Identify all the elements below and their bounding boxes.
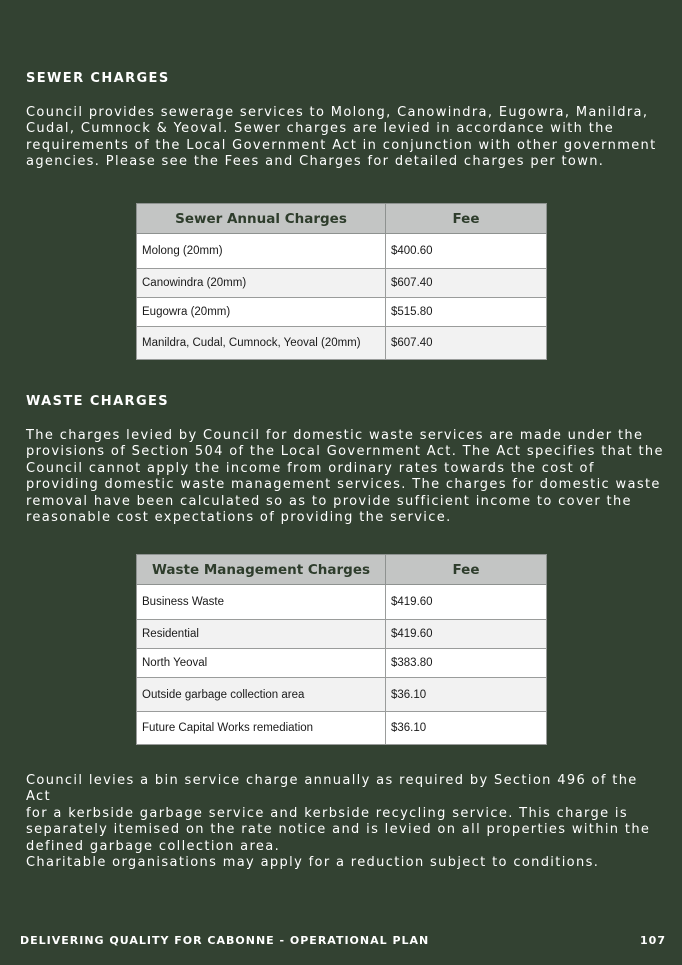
waste-charges-heading: WASTE CHARGES [26,394,170,409]
sewer-col-header: Sewer Annual Charges [137,204,386,234]
fee-col-header: Fee [386,555,547,585]
footer-title: DELIVERING QUALITY FOR CABONNE - OPERATIONAL PLAN [20,934,430,947]
table-row [137,585,547,620]
waste-charges-table [136,554,547,745]
fee-cell: $36.10 [386,678,547,712]
charge-name-cell: Manildra, Cudal, Cumnock, Yeoval (20mm) [137,327,386,360]
sewer-charges-table [136,203,547,360]
fee-col-header: Fee [386,204,547,234]
waste-charges-paragraph: The charges levied by Council for domestic waste services are made under the provisions of Section 504 of the Local Government Act. The Act specifies that the Council cannot apply the income from ordinary rates towards the cost of providing domestic waste management services. The charges for domestic waste removal have been calculated so as to provide sufficient income to cover the reasonable cost expectations of providing the service. [26,428,664,526]
charitable-paragraph: Charitable organisations may apply for a reduction subject to conditions. [26,855,600,870]
sewer-charges-heading: SEWER CHARGES [26,71,170,86]
bin-service-paragraph: Council levies a bin service charge annually as required by Section 496 of the Act for a kerbside garbage service and kerbside recycling service. This charge is separately itemised on the rate notice and is levied on all properties within the defined garbage collection area. [26,773,651,854]
table-row [137,712,547,745]
table-header-row [137,555,547,585]
table-row [137,269,547,298]
charge-name-cell: Eugowra (20mm) [137,298,386,327]
fee-cell: $419.60 [386,620,547,649]
fee-cell: $607.40 [386,327,547,360]
page-number: 107 [640,934,666,947]
fee-cell: $515.80 [386,298,547,327]
charge-name-cell: Canowindra (20mm) [137,269,386,298]
fee-cell: $383.80 [386,649,547,678]
table-row [137,234,547,269]
table-header-row [137,204,547,234]
fee-cell: $400.60 [386,234,547,269]
table-row [137,649,547,678]
charge-name-cell: Molong (20mm) [137,234,386,269]
sewer-charges-paragraph: Council provides sewerage services to Molong, Canowindra, Eugowra, Manildra, Cudal, Cumnock & Yeoval. Sewer charges are levied in accordance with the requirements of the Local Government Act in conjunction with other government agencies. Please see the Fees and Charges for detailed charges per town. [26,105,657,170]
fee-cell: $607.40 [386,269,547,298]
table-row [137,678,547,712]
charge-name-cell: Business Waste [137,585,386,620]
charge-name-cell: Future Capital Works remediation [137,712,386,745]
charge-name-cell: North Yeoval [137,649,386,678]
fee-cell: $419.60 [386,585,547,620]
charge-name-cell: Residential [137,620,386,649]
charge-name-cell: Outside garbage collection area [137,678,386,712]
fee-cell: $36.10 [386,712,547,745]
table-row [137,298,547,327]
waste-col-header: Waste Management Charges [137,555,386,585]
table-row [137,620,547,649]
table-row [137,327,547,360]
